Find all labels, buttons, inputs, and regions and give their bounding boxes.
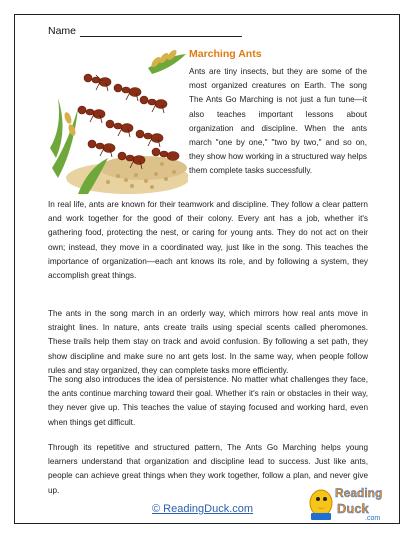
name-line[interactable]	[80, 26, 242, 37]
marching-ants-illustration	[48, 48, 188, 194]
logo-text-suffix: .com	[365, 515, 381, 522]
paragraph-persistence: The song also introduces the idea of persistence. No matter what challenges they face, the ants continue marching toward their goal. Whether it's rain or obstacles in their way, they never give up. This teaches the value of staying focused and working hard, even when things get difficult.	[48, 375, 368, 427]
logo-text-duck: Duck	[337, 501, 369, 516]
paragraph-conclusion: Through its repetitive and structured pattern, The Ants Go Marching helps young learners understand that organization and discipline lead to success. Just like ants, people can achieve great things when they work together, follow a plan, and never give up.	[48, 443, 368, 495]
name-label: Name	[48, 25, 77, 37]
readingduck-logo	[307, 477, 387, 523]
paragraph-trails: The ants in the song march in an orderly way, which mirrors how real ants move in straight lines. In nature, ants create trails using special scents called pheromones. These trails help them stay on track and avoid confusion. By following a set path, they show discipline and make sure no ant gets lost. In the same way, when people follow rules and stay organized, they can complete tasks more efficiently.	[48, 309, 368, 375]
article-title: Marching Ants	[189, 48, 262, 60]
worksheet-page	[14, 14, 400, 524]
logo-text-reading: Reading	[335, 486, 383, 500]
intro-paragraph: Ants are tiny insects, but they are some of the most organized creatures on Earth. The song The Ants Go Marching is not just a fun tune—it also teaches important lessons about organization and discipline. When the ants march "one by one," "two by two," and so on, they show how working in a structured way helps them complete tasks successfully.	[189, 67, 367, 176]
name-field-row	[48, 25, 242, 37]
readingduck-link[interactable]: © ReadingDuck.com	[152, 503, 254, 515]
paragraph-teamwork: In real life, ants are known for their teamwork and discipline. They follow a clear pattern and work together for the good of their colony. Every ant has a job, whether it's gathering food, protecting the nest, or caring for young ants. They do not act on their own; instead, they move in a coordinated way, just like in the song. This teaches the importance of organization—each ant knows its role, and by following a system, they accomplish great things.	[48, 200, 368, 281]
